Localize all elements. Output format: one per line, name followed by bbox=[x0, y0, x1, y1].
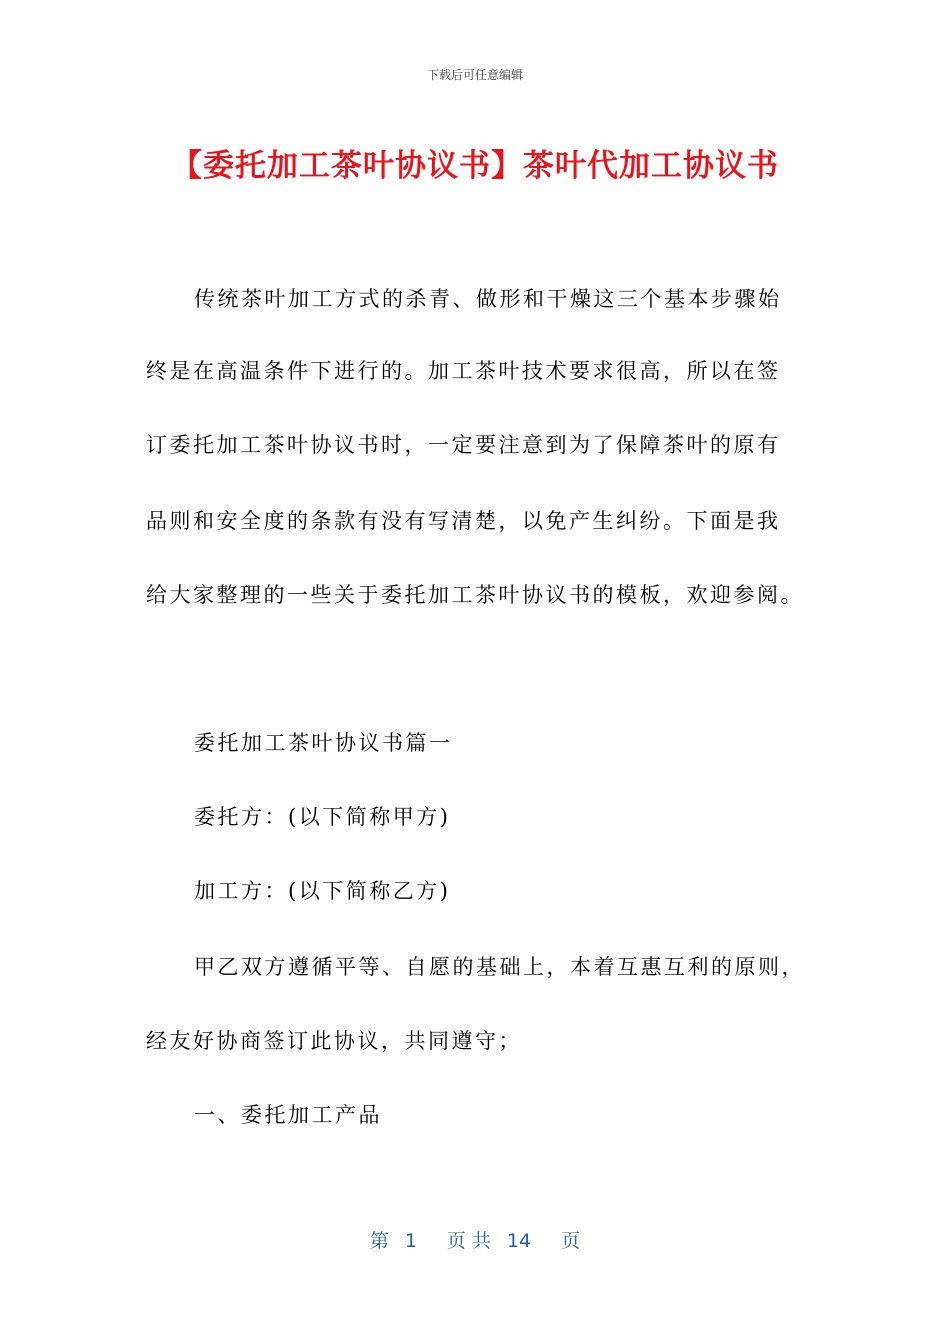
party-a-line: 委托方：(以下简称甲方) bbox=[194, 805, 451, 829]
footer-total-pages: 14 bbox=[506, 1230, 532, 1252]
page-footer bbox=[0, 1226, 950, 1253]
intro-line-2: 终是在高温条件下进行的。加工茶叶技术要求很高，所以在签 bbox=[146, 359, 781, 383]
footer-suffix: 页 bbox=[561, 1230, 581, 1252]
footer-current-page: 1 bbox=[404, 1230, 417, 1252]
agreement-line-2: 经友好协商签订此协议，共同遵守； bbox=[146, 1029, 522, 1053]
intro-line-5: 给大家整理的一些关于委托加工茶叶协议书的模板，欢迎参阅。 bbox=[146, 583, 804, 607]
intro-line-3: 订委托加工茶叶协议书时，一定要注意到为了保障茶叶的原有 bbox=[146, 433, 781, 457]
agreement-line-1: 甲乙双方遵循平等、自愿的基础上，本着互惠互利的原则， bbox=[194, 955, 805, 979]
intro-line-4: 品则和安全度的条款有没有写清楚，以免产生纠纷。下面是我 bbox=[146, 509, 781, 533]
clause-heading: 一、委托加工产品 bbox=[194, 1103, 382, 1127]
section-title: 委托加工茶叶协议书篇一 bbox=[194, 731, 453, 755]
intro-line-1: 传统茶叶加工方式的杀青、做形和干燥这三个基本步骤始 bbox=[194, 287, 782, 311]
party-b-line: 加工方：(以下简称乙方) bbox=[194, 879, 451, 903]
document-title: 【委托加工茶叶协议书】茶叶代加工协议书 bbox=[171, 148, 779, 184]
header-note: 下载后可任意编辑 bbox=[426, 68, 523, 82]
footer-middle: 页 共 bbox=[446, 1230, 491, 1252]
footer-prefix: 第 bbox=[369, 1230, 389, 1252]
